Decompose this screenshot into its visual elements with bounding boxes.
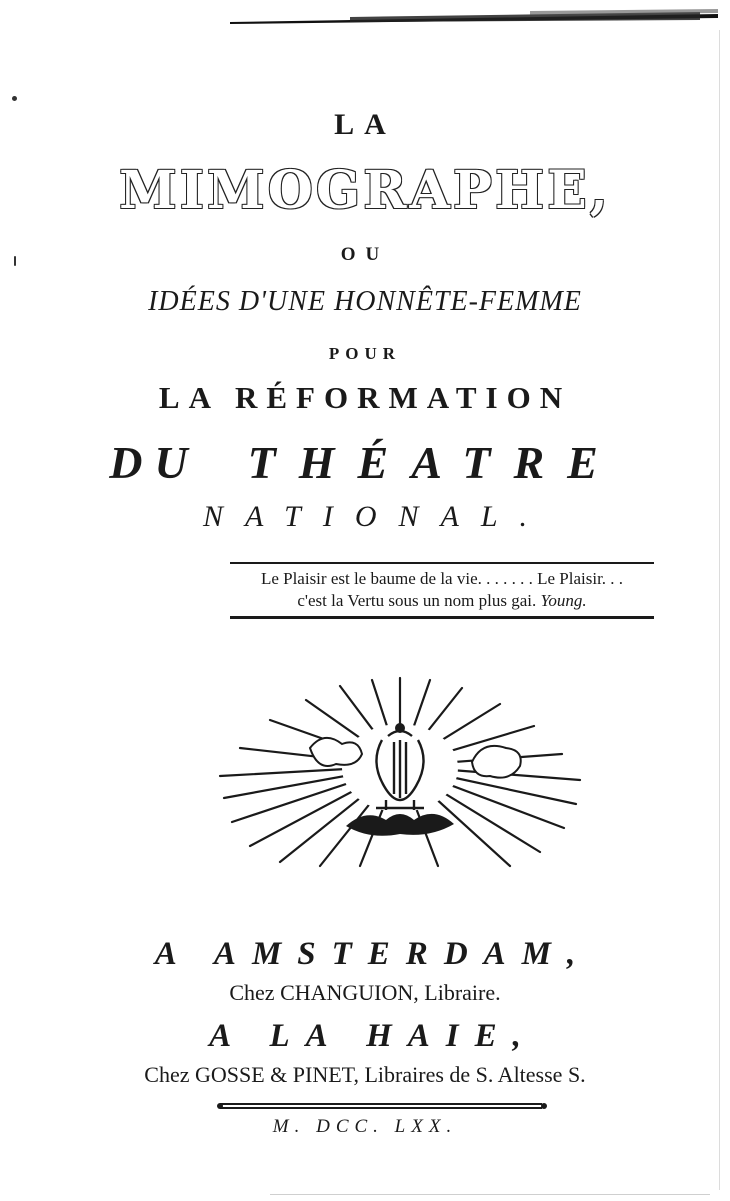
title-connector: OU	[340, 244, 390, 265]
epigraph-line-2	[232, 590, 652, 612]
ornamental-rule	[214, 1100, 550, 1112]
epigraph-rule-top	[230, 562, 654, 564]
title-article: LA	[334, 108, 396, 141]
epigraph-line-1: Le Plaisir est le baume de la vie. . . . . . . Le Plaisir. . .	[260, 569, 624, 588]
imprint-city-la-haie: A LA HAIE,	[209, 1018, 537, 1054]
page-edge-bottom	[270, 1194, 710, 1195]
title-connector-pour: POUR	[328, 344, 402, 363]
imprint-publisher-gosse-pinet: Chez GOSSE & PINET, Libraires de S. Altesse S.	[144, 1062, 586, 1087]
publication-date: M. DCC. LXX.	[272, 1116, 458, 1137]
imprint-publisher-changuion: Chez CHANGUION, Libraire.	[229, 980, 501, 1005]
lyre-sunburst-icon	[210, 676, 590, 872]
subtitle: IDÉES D'UNE HONNÊTE-FEMME	[148, 286, 582, 317]
epigraph-text: c'est la Vertu sous un nom plus gai.	[297, 591, 537, 610]
epigraph-author: Young.	[540, 591, 587, 610]
title-du: DU	[109, 437, 200, 488]
ink-speck	[12, 96, 17, 101]
title-theatre: THÉATRE	[247, 437, 621, 488]
imprint-city-amsterdam: A AMSTERDAM,	[154, 936, 592, 972]
main-title: MIMOGRAPHE,	[119, 160, 611, 221]
title-du-theatre	[0, 436, 730, 489]
title-national: NATIONAL.	[202, 500, 550, 533]
ink-smudge	[230, 8, 718, 30]
epigraph-rule-bottom	[230, 616, 654, 619]
title-reformation: LA RÉFORMATION	[158, 380, 572, 415]
